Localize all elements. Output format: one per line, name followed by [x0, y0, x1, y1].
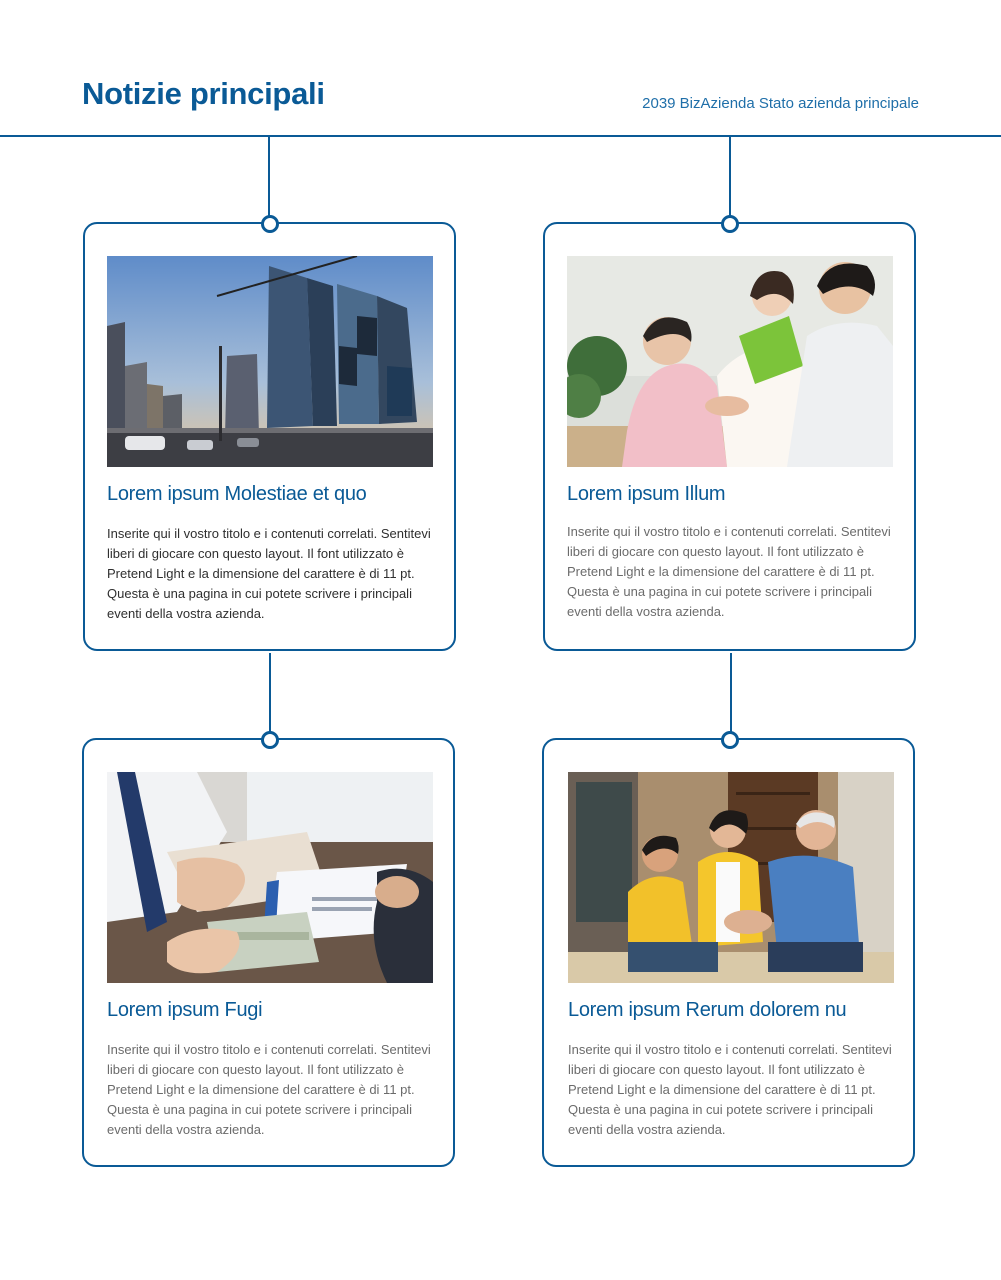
money-contract-photo: [107, 772, 433, 983]
card-body-text: Inserite qui il vostro titolo e i contenuti correlati. Sentitevi liberi di giocare con questo layout. Il font utilizzato è Pretend Light e la dimensione del carattere è di 11 pt. Questa è una pagina in cui potete scrivere i principali eventi della vostra azienda.: [107, 1042, 431, 1137]
timeline-node-1: [261, 215, 279, 233]
connector-line-middle-left: [269, 653, 271, 741]
timeline-node-2: [721, 215, 739, 233]
timeline-node-3: [261, 731, 279, 749]
card-title: Lorem ipsum Fugi: [107, 999, 263, 1021]
page-title: Notizie principali: [82, 76, 325, 111]
card-title: Lorem ipsum Rerum dolorem nu: [568, 999, 847, 1021]
volunteers-elderly-photo: [568, 772, 894, 983]
card-title: Lorem ipsum Illum: [567, 483, 726, 505]
card-title: Lorem ipsum Molestiae et quo: [107, 483, 367, 505]
card-body-text: Inserite qui il vostro titolo e i contenuti correlati. Sentitevi liberi di giocare con questo layout. Il font utilizzato è Pretend Light e la dimensione del carattere è di 11 pt. Questa è una pagina in cui potete scrivere i principali eventi della vostra azienda.: [568, 1042, 892, 1137]
connector-line-middle-right: [730, 653, 732, 741]
card-body-text: Inserite qui il vostro titolo e i contenuti correlati. Sentitevi liberi di giocare con questo layout. Il font utilizzato è Pretend Light e la dimensione del carattere è di 11 pt. Questa è una pagina in cui potete scrivere i principali eventi della vostra azienda.: [567, 524, 891, 619]
news-card: [542, 738, 915, 1167]
connector-line-top-right: [729, 137, 731, 225]
news-card: [543, 222, 916, 651]
timeline-node-4: [721, 731, 739, 749]
connector-line-top-left: [268, 137, 270, 225]
city-skyscrapers-photo: [107, 256, 433, 467]
news-card: [82, 738, 455, 1167]
news-card: [83, 222, 456, 651]
business-handshake-photo: [567, 256, 893, 467]
header-divider: [0, 135, 1001, 137]
page-subtitle: 2039 BizAzienda Stato azienda principale: [642, 95, 919, 112]
card-body-text: Inserite qui il vostro titolo e i contenuti correlati. Sentitevi liberi di giocare con questo layout. Il font utilizzato è Pretend Light e la dimensione del carattere è di 11 pt. Questa è una pagina in cui potete scrivere i principali eventi della vostra azienda.: [107, 526, 431, 621]
